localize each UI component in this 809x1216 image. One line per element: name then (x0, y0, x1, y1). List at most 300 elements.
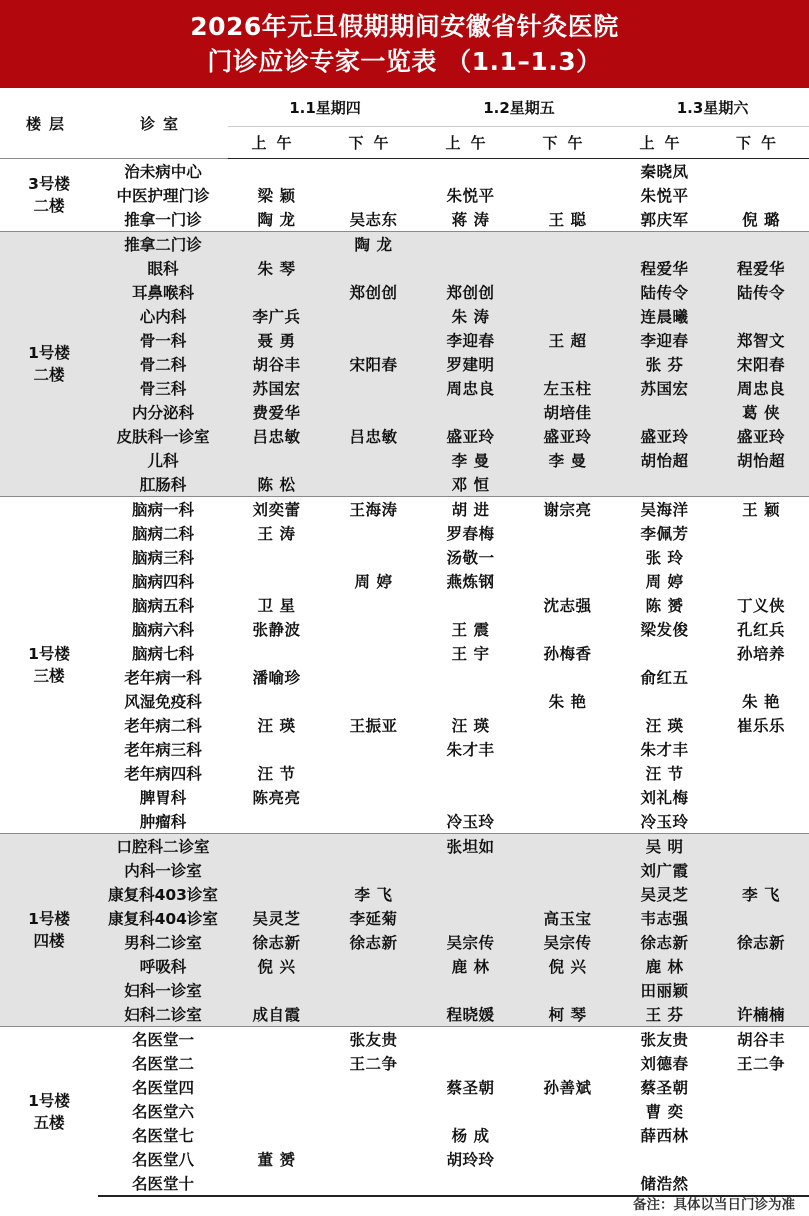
room-cell: 妇科一诊室 (98, 978, 228, 1002)
doctor-cell (325, 834, 422, 859)
room-cell: 名医堂八 (131, 1151, 194, 1169)
doctor-cell: 王 震 (451, 621, 490, 639)
doctor-cell (713, 545, 809, 569)
doctor-cell (228, 882, 325, 906)
doctor-cell: 王 超 (519, 328, 616, 352)
doctor-cell: 王海涛 (325, 497, 422, 522)
doctor-cell: 汤敬一 (446, 549, 495, 567)
doctor-cell (616, 641, 713, 665)
doctor-cell: 盛亚玲 (422, 424, 519, 448)
doctor-cell: 陆传令 (616, 280, 713, 304)
doctor-cell (616, 689, 713, 713)
doctor-cell: 周 婷 (645, 573, 684, 591)
doctor-cell: 张友贵 (616, 1027, 713, 1052)
doctor-cell: 邓 恒 (422, 472, 519, 497)
room-cell: 肿瘤科 (139, 813, 187, 831)
doctor-cell (325, 978, 422, 1002)
doctor-cell: 程爱华 (713, 256, 809, 280)
table-row (0, 858, 809, 882)
doctor-cell (228, 641, 325, 665)
doctor-cell (325, 304, 422, 328)
doctor-cell (325, 1075, 422, 1099)
doctor-cell: 储浩然 (616, 1171, 713, 1196)
doctor-cell: 吴海洋 (616, 497, 713, 522)
doctor-cell: 盛亚玲 (519, 424, 616, 448)
doctor-cell: 陶 龙 (257, 211, 296, 229)
doctor-cell: 宋阳春 (325, 352, 422, 376)
doctor-cell (519, 1171, 616, 1196)
doctor-cell (422, 159, 519, 184)
floor-label: 1号楼 (28, 910, 70, 928)
doctor-cell (325, 858, 422, 882)
doctor-cell: 朱 涛 (422, 304, 519, 328)
doctor-cell (325, 737, 422, 761)
doctor-cell: 吕忠敏 (228, 424, 325, 448)
doctor-cell (325, 785, 422, 809)
floor-label: 四楼 (33, 932, 65, 950)
floor-label: 3号楼 (28, 175, 70, 193)
footer-note: 备注：具体以当日门诊为准 (633, 1197, 795, 1213)
doctor-cell (519, 665, 616, 689)
doctor-cell: 陈亮亮 (252, 789, 301, 807)
doctor-cell (325, 159, 422, 184)
doctor-cell: 梁 颖 (257, 187, 296, 205)
doctor-cell: 王 宇 (451, 645, 490, 663)
doctor-cell (228, 978, 325, 1002)
table-row (0, 400, 809, 424)
doctor-cell: 卫 星 (257, 597, 296, 615)
doctor-cell: 田丽颖 (616, 978, 713, 1002)
title-banner (0, 0, 809, 88)
doctor-cell: 倪 璐 (742, 211, 780, 229)
doctor-cell: 燕炼钢 (446, 573, 495, 591)
doctor-cell: 许楠楠 (713, 1002, 809, 1027)
floor-cell (0, 1027, 98, 1197)
doctor-cell: 蔡圣朝 (640, 1079, 689, 1097)
doctor-cell: 孔红兵 (737, 621, 786, 639)
table-row (0, 785, 809, 809)
doctor-cell (325, 521, 422, 545)
doctor-cell (325, 593, 422, 617)
doctor-cell (713, 472, 809, 497)
doctor-cell: 罗建明 (422, 352, 519, 376)
doctor-cell (519, 232, 616, 257)
table-row (0, 376, 809, 400)
doctor-cell (519, 809, 616, 834)
doctor-cell: 吴志东 (349, 211, 398, 229)
pm-header: 下午 (519, 127, 616, 159)
doctor-cell: 盛亚玲 (713, 424, 809, 448)
doctor-cell (713, 304, 809, 328)
table-row (0, 183, 809, 207)
doctor-cell (519, 785, 616, 809)
doctor-cell (228, 858, 325, 882)
doctor-cell: 李迎春 (616, 328, 713, 352)
table-row (0, 1099, 809, 1123)
doctor-cell (325, 809, 422, 834)
doctor-cell (422, 689, 519, 713)
doctor-cell: 徐志新 (616, 930, 713, 954)
room-cell: 脑病四科 (131, 573, 194, 591)
doctor-cell (422, 858, 519, 882)
doctor-cell: 谢宗亮 (519, 497, 616, 522)
doctor-cell (228, 1051, 325, 1075)
doctor-cell (519, 304, 616, 328)
doctor-cell (713, 521, 809, 545)
table-row (0, 472, 809, 497)
doctor-cell: 罗春梅 (446, 525, 495, 543)
title-line-1: 2026年元旦假期期间安徽省针灸医院 (190, 12, 619, 41)
doctor-cell (228, 689, 325, 713)
room-cell: 康复科403诊室 (98, 882, 228, 906)
table-row (0, 809, 809, 834)
doctor-cell (325, 448, 422, 472)
table-row (0, 1027, 809, 1052)
doctor-cell (228, 1171, 325, 1196)
doctor-cell: 倪 兴 (228, 954, 325, 978)
room-cell: 骨二科 (98, 352, 228, 376)
doctor-cell (325, 472, 422, 497)
room-cell: 名医堂六 (131, 1103, 194, 1121)
doctor-cell (228, 809, 325, 834)
doctor-cell (422, 1099, 519, 1123)
doctor-cell (325, 1099, 422, 1123)
title-line-2: 门诊应诊专家一览表 （1.1–1.3） (207, 47, 602, 76)
doctor-cell: 苏国宏 (228, 376, 325, 400)
doctor-cell (519, 1027, 616, 1052)
doctor-cell: 周 婷 (354, 573, 393, 591)
table-row (0, 256, 809, 280)
doctor-cell: 成自霞 (228, 1002, 325, 1027)
schedule-table (0, 88, 809, 1197)
table-row (0, 978, 809, 1002)
doctor-cell (422, 1051, 519, 1075)
doctor-cell (228, 1099, 325, 1123)
doctor-cell: 朱 琴 (228, 256, 325, 280)
room-cell: 老年病一科 (124, 669, 202, 687)
doctor-cell: 李 曼 (519, 448, 616, 472)
doctor-cell (519, 978, 616, 1002)
doctor-cell: 崔乐乐 (737, 717, 786, 735)
room-cell: 治未病中心 (98, 159, 228, 184)
table-row (0, 1002, 809, 1027)
room-cell: 脾胃科 (139, 789, 187, 807)
doctor-cell (325, 665, 422, 689)
doctor-cell: 刘德春 (640, 1055, 689, 1073)
doctor-cell (422, 400, 519, 424)
doctor-cell: 郭庆军 (640, 211, 689, 229)
table-row (0, 280, 809, 304)
room-cell: 骨三科 (98, 376, 228, 400)
doctor-cell (519, 761, 616, 785)
doctor-cell: 吴灵芝 (228, 906, 325, 930)
table-row (0, 954, 809, 978)
doctor-cell (325, 328, 422, 352)
doctor-cell (519, 352, 616, 376)
doctor-cell: 胡怡超 (713, 448, 809, 472)
doctor-cell (519, 713, 616, 737)
doctor-cell (519, 183, 616, 207)
doctor-cell (325, 1171, 422, 1196)
table-row (0, 641, 809, 665)
doctor-cell (713, 761, 809, 785)
doctor-cell: 俞红五 (640, 669, 689, 687)
room-cell: 推拿二门诊 (98, 232, 228, 257)
doctor-cell (713, 569, 809, 593)
doctor-cell: 葛 侠 (713, 400, 809, 424)
table-row (0, 352, 809, 376)
doctor-cell: 胡怡超 (616, 448, 713, 472)
floor-cell (0, 497, 98, 834)
doctor-cell (325, 689, 422, 713)
doctor-cell: 周忠良 (422, 376, 519, 400)
doctor-cell: 王二争 (349, 1055, 398, 1073)
doctor-cell: 陆传令 (713, 280, 809, 304)
doctor-cell (228, 280, 325, 304)
floor-label: 三楼 (33, 667, 65, 685)
room-cell: 名医堂四 (131, 1079, 194, 1097)
doctor-cell (325, 376, 422, 400)
room-cell: 心内科 (98, 304, 228, 328)
doctor-cell (228, 159, 325, 184)
doctor-cell: 陈 赟 (645, 597, 684, 615)
day-header: 1.3星期六 (616, 88, 809, 127)
doctor-cell (325, 1147, 422, 1171)
doctor-cell (422, 256, 519, 280)
room-cell: 老年病三科 (124, 741, 202, 759)
doctor-cell (519, 256, 616, 280)
doctor-cell (713, 1099, 809, 1123)
table-row (0, 545, 809, 569)
doctor-cell (519, 858, 616, 882)
am-header: 上午 (228, 127, 325, 159)
doctor-cell: 李迎春 (422, 328, 519, 352)
pm-header: 下午 (713, 127, 809, 159)
pm-header: 下午 (325, 127, 422, 159)
room-cell: 耳鼻喉科 (98, 280, 228, 304)
floor-label: 五楼 (33, 1113, 65, 1132)
doctor-cell: 胡玲玲 (446, 1151, 495, 1169)
doctor-cell (713, 183, 809, 207)
doctor-cell: 汪 节 (257, 765, 296, 783)
room-cell: 康复科404诊室 (98, 906, 228, 930)
table-row (0, 207, 809, 232)
doctor-cell (228, 232, 325, 257)
doctor-cell (519, 1051, 616, 1075)
doctor-cell (325, 761, 422, 785)
room-cell: 脑病三科 (131, 549, 194, 567)
doctor-cell: 孙培养 (737, 645, 786, 663)
floor-cell (0, 159, 98, 232)
room-cell: 名医堂七 (131, 1127, 194, 1145)
doctor-cell: 吴 明 (616, 834, 713, 859)
doctor-cell (422, 593, 519, 617)
room-cell: 妇科二诊室 (98, 1002, 228, 1027)
doctor-cell: 汪 瑛 (645, 717, 684, 735)
room-cell: 名医堂十 (98, 1171, 228, 1196)
day-header: 1.2星期五 (422, 88, 616, 127)
table-row (0, 713, 809, 737)
doctor-cell: 左玉柱 (519, 376, 616, 400)
doctor-cell: 鹿 林 (616, 954, 713, 978)
doctor-cell (228, 737, 325, 761)
doctor-cell: 王二争 (737, 1055, 786, 1073)
doctor-cell (422, 978, 519, 1002)
doctor-cell: 陶 龙 (325, 232, 422, 257)
doctor-cell (325, 1123, 422, 1147)
doctor-cell: 胡谷丰 (228, 352, 325, 376)
doctor-cell (519, 1147, 616, 1171)
doctor-cell: 朱才丰 (640, 741, 689, 759)
room-cell: 内分泌科 (98, 400, 228, 424)
doctor-cell: 徐志新 (713, 930, 809, 954)
doctor-cell: 郑智文 (713, 328, 809, 352)
doctor-cell: 曹 奕 (645, 1103, 684, 1121)
doctor-cell: 张友贵 (325, 1027, 422, 1052)
doctor-cell: 程晓媛 (422, 1002, 519, 1027)
doctor-cell (713, 665, 809, 689)
doctor-cell: 杨 成 (451, 1127, 490, 1145)
doctor-cell: 郑创创 (325, 280, 422, 304)
doctor-cell (422, 1027, 519, 1052)
doctor-cell: 王 颖 (713, 497, 809, 522)
table-row (0, 232, 809, 257)
doctor-cell: 汪 瑛 (451, 717, 490, 735)
doctor-cell: 倪 兴 (519, 954, 616, 978)
room-cell: 眼科 (98, 256, 228, 280)
floor-label: 1号楼 (28, 645, 70, 663)
doctor-cell: 朱 艳 (742, 693, 780, 711)
doctor-cell: 孙梅香 (543, 645, 592, 663)
doctor-cell: 郑创创 (422, 280, 519, 304)
doctor-cell: 柯 琴 (519, 1002, 616, 1027)
doctor-cell (713, 978, 809, 1002)
table-row (0, 159, 809, 184)
doctor-cell: 李佩芳 (640, 525, 689, 543)
doctor-cell: 刘广霞 (616, 858, 713, 882)
table-row (0, 593, 809, 617)
table-row (0, 689, 809, 713)
table-row (0, 906, 809, 930)
doctor-cell (228, 545, 325, 569)
doctor-cell (519, 617, 616, 641)
room-cell: 风湿免疫科 (124, 693, 202, 711)
doctor-cell: 吴灵芝 (616, 882, 713, 906)
doctor-cell: 王 芬 (616, 1002, 713, 1027)
doctor-cell: 高玉宝 (519, 906, 616, 930)
doctor-cell: 周忠良 (713, 376, 809, 400)
doctor-cell: 连晨曦 (616, 304, 713, 328)
doctor-cell (422, 906, 519, 930)
doctor-cell: 王 涛 (257, 525, 296, 543)
table-row (0, 930, 809, 954)
doctor-cell: 梁发俊 (640, 621, 689, 639)
table-row (0, 1147, 809, 1171)
room-cell: 老年病二科 (124, 717, 202, 735)
doctor-cell (325, 641, 422, 665)
doctor-cell (228, 448, 325, 472)
doctor-cell (713, 1075, 809, 1099)
floor-cell (0, 232, 98, 497)
table-row (0, 834, 809, 859)
room-cell: 儿科 (98, 448, 228, 472)
doctor-cell: 李 曼 (422, 448, 519, 472)
doctor-cell (713, 809, 809, 834)
doctor-cell: 董 赟 (257, 1151, 296, 1169)
doctor-cell: 王 聪 (548, 211, 587, 229)
doctor-cell: 李 飞 (713, 882, 809, 906)
floor-label: 二楼 (33, 366, 65, 384)
table-row (0, 328, 809, 352)
floor-cell (0, 834, 98, 1027)
doctor-cell (519, 280, 616, 304)
doctor-cell (713, 906, 809, 930)
day-header: 1.1星期四 (228, 88, 422, 127)
table-row (0, 424, 809, 448)
doctor-cell (228, 834, 325, 859)
doctor-cell: 韦志强 (616, 906, 713, 930)
table-row (0, 448, 809, 472)
table-row (0, 1051, 809, 1075)
doctor-cell: 朱悦平 (446, 187, 495, 205)
doctor-cell (422, 761, 519, 785)
table-row (0, 1123, 809, 1147)
doctor-cell: 蔡圣朝 (446, 1079, 495, 1097)
room-cell: 皮肤科一诊室 (98, 424, 228, 448)
doctor-cell: 薛西林 (640, 1127, 689, 1145)
doctor-cell: 刘礼梅 (640, 789, 689, 807)
room-cell: 口腔科二诊室 (98, 834, 228, 859)
floor-column-header: 楼层 (25, 114, 72, 133)
doctor-cell (519, 1099, 616, 1123)
doctor-cell: 冷玉玲 (446, 813, 495, 831)
doctor-cell: 徐志新 (325, 930, 422, 954)
doctor-cell (519, 569, 616, 593)
room-cell: 脑病二科 (131, 525, 194, 543)
doctor-cell (422, 785, 519, 809)
doctor-cell: 李 飞 (325, 882, 422, 906)
doctor-cell: 李广兵 (228, 304, 325, 328)
doctor-cell (325, 256, 422, 280)
doctor-cell (519, 472, 616, 497)
doctor-cell (519, 1123, 616, 1147)
doctor-cell (713, 785, 809, 809)
doctor-cell: 李延菊 (325, 906, 422, 930)
doctor-cell (713, 1123, 809, 1147)
doctor-cell: 胡培佳 (519, 400, 616, 424)
doctor-cell: 吕忠敏 (325, 424, 422, 448)
room-cell: 脑病七科 (131, 645, 194, 663)
doctor-cell: 张 玲 (645, 549, 684, 567)
doctor-cell: 朱 艳 (548, 693, 587, 711)
doctor-cell: 刘奕蕾 (228, 497, 325, 522)
table-row (0, 497, 809, 522)
doctor-cell: 孙善斌 (543, 1079, 592, 1097)
floor-label: 1号楼 (28, 1091, 70, 1110)
doctor-cell (713, 159, 809, 184)
doctor-cell (713, 232, 809, 257)
doctor-cell (422, 232, 519, 257)
doctor-cell: 沈志强 (543, 597, 592, 615)
doctor-cell: 聂 勇 (228, 328, 325, 352)
doctor-cell: 盛亚玲 (616, 424, 713, 448)
doctor-cell: 苏国宏 (616, 376, 713, 400)
doctor-cell (228, 569, 325, 593)
room-cell: 名医堂一 (98, 1027, 228, 1052)
table-row (0, 304, 809, 328)
table-row (0, 569, 809, 593)
doctor-cell: 张 芬 (616, 352, 713, 376)
